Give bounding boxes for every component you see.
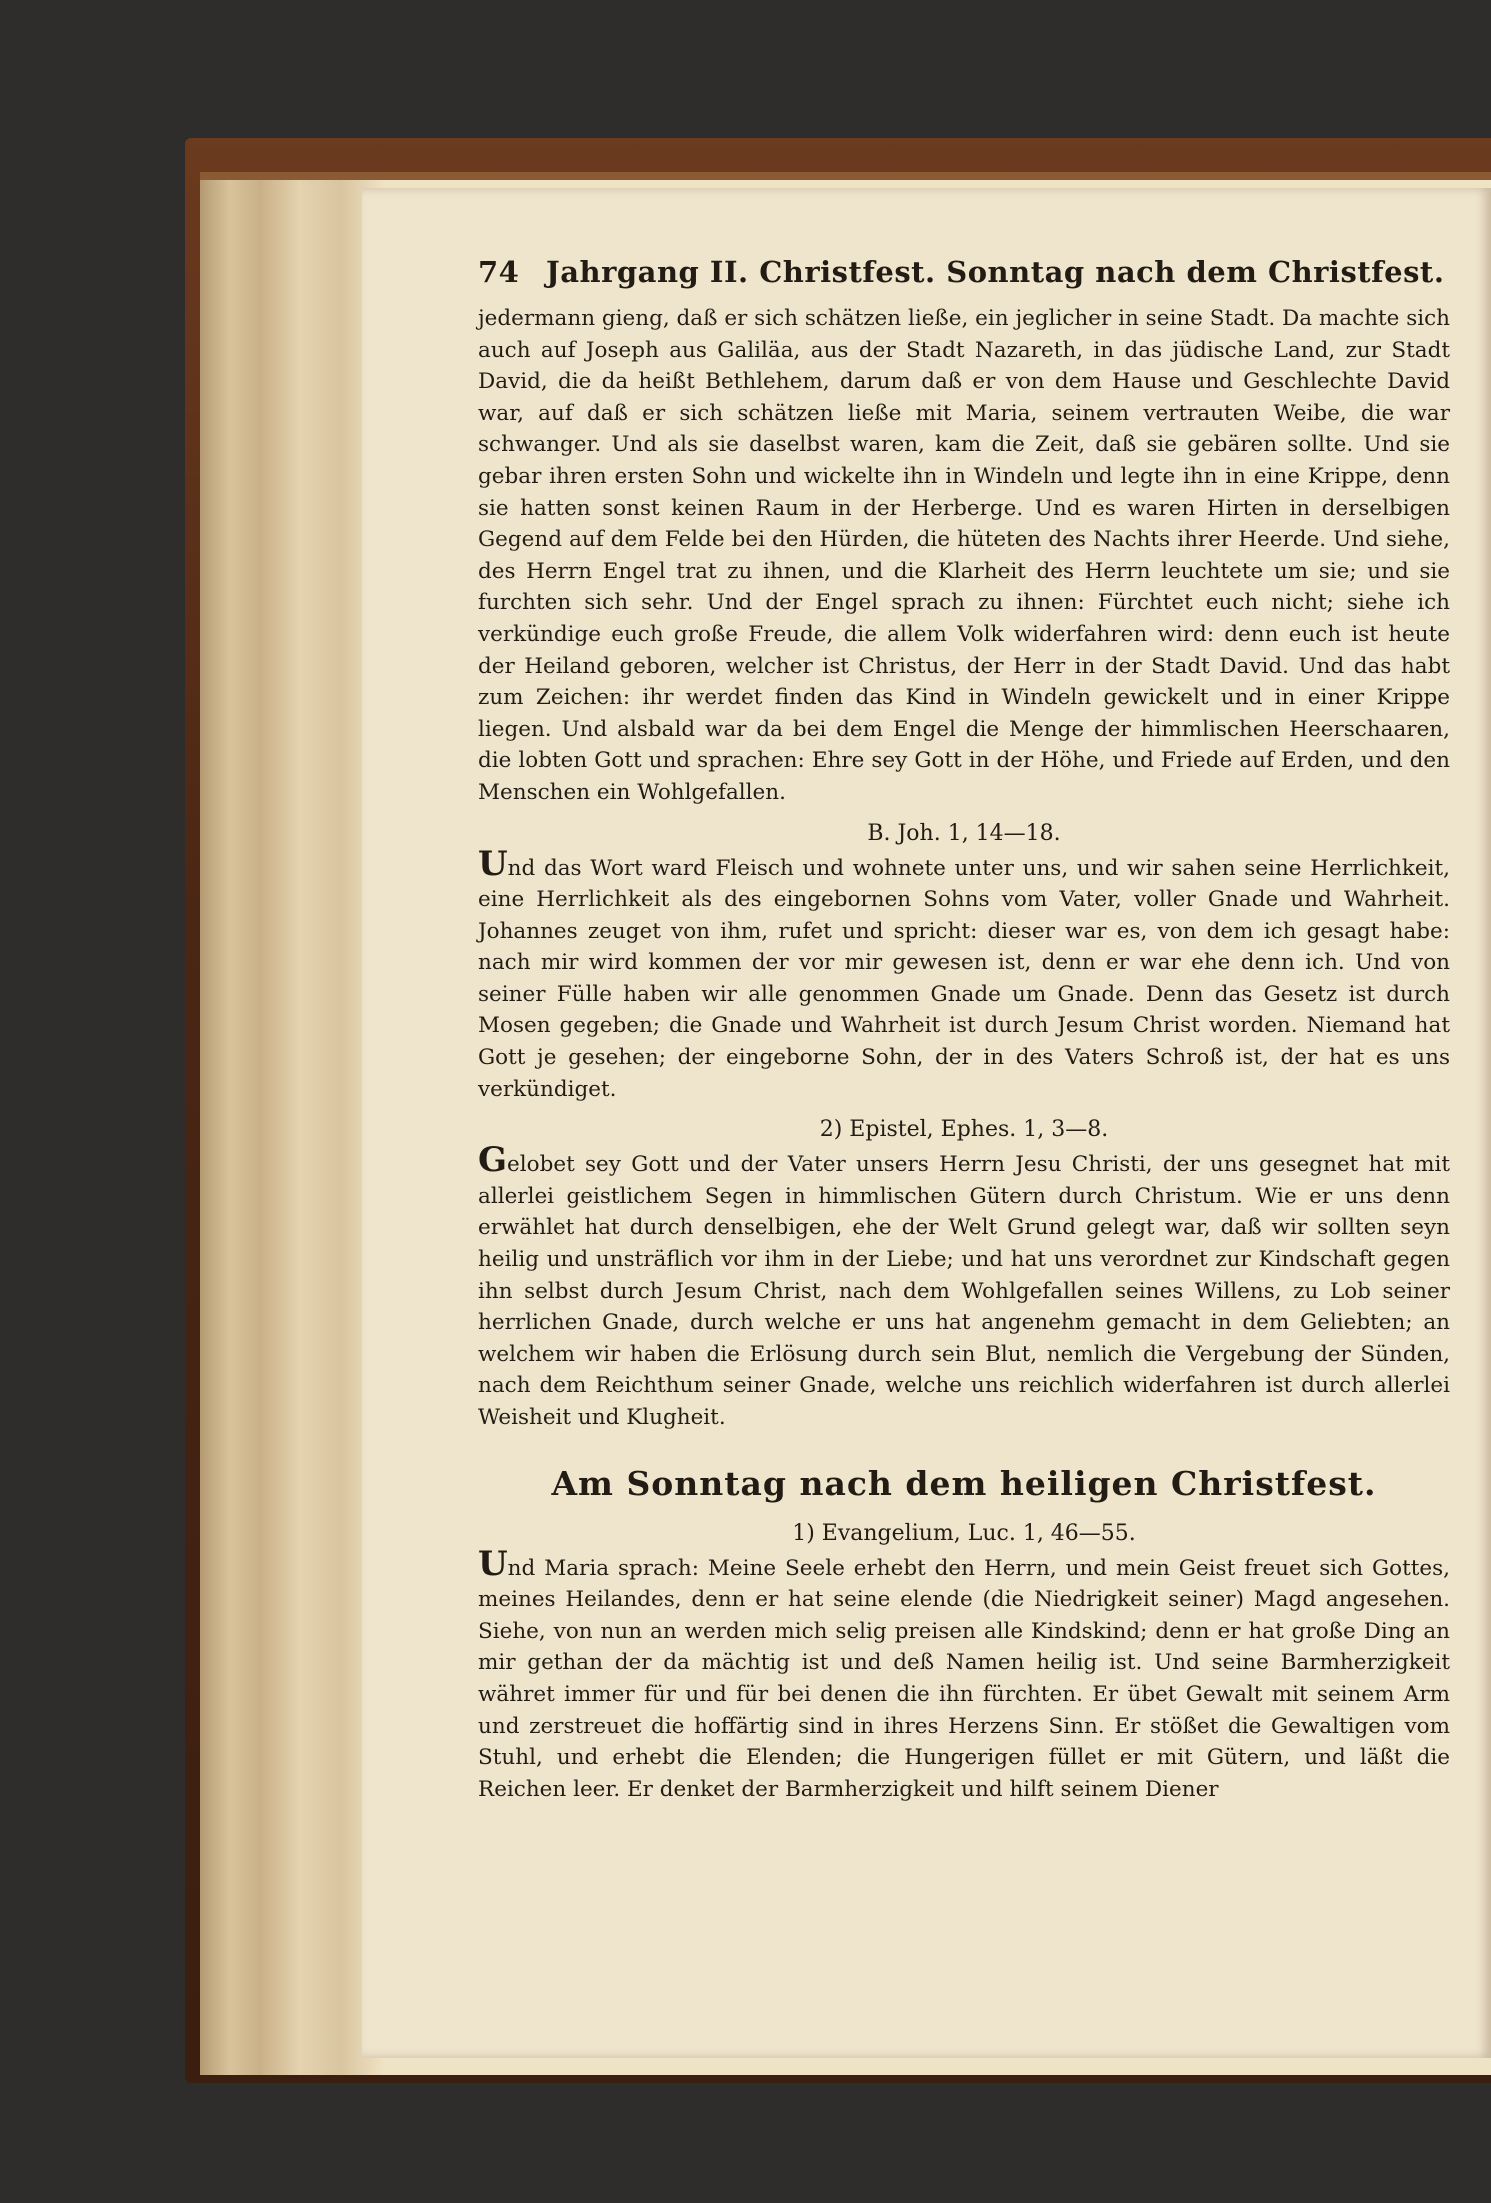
page-number: 74 — [478, 255, 520, 289]
drop-cap: U — [478, 1543, 508, 1584]
running-title: Jahrgang II. Christfest. Sonntag nach dem Christfest. — [546, 255, 1445, 289]
paragraph-text: nd Maria sprach: Meine Seele erhebt den Herrn, und mein Geist freuet sich Gottes, meines Heilandes, denn er hat seine elende (die Niedrigkeit seiner) Magd angesehen. Siehe, von nun an werden mich selig preisen alle Kindskind; denn er hat große Ding an mir gethan der da mächtig ist und deß Namen heilig ist. Und seine Barmherzigkeit währet immer für und für bei denen die ihn fürchten. Er übet Gewalt mit seinem Arm und zerstreuet die hoffärtig sind in ihres Herzens Sinn. Er stößet die Gewaltigen vom Stuhl, und erhebt die Elenden; die Hungerigen füllet er mit Gütern, und läßt die Reichen leer. Er denket der Barmherzigkeit und hilft seinem Diener — [478, 1555, 1450, 1802]
drop-cap: G — [478, 1140, 508, 1181]
paragraph-text: elobet sey Gott und der Vater unsers Herrn Jesu Christi, der uns gesegnet hat mit allerlei geistlichem Segen in himmlischen Gütern durch Christum. Wie er uns denn erwählet hat durch denselbigen, ehe der Welt Grund gelegt war, daß wir sollten seyn heilig und unsträflich vor ihm in der Liebe; und hat uns verordnet zur Kindschaft gegen ihn selbst durch Jesum Christ, nach dem Wohlgefallen seines Willens, zu Lob seiner herrlichen Gnade, durch welche er uns hat angenehm gemacht in dem Geliebten; an welchem wir haben die Erlösung durch sein Blut, nemlich die Vergebung der Sünden, nach dem Reichthum seiner Gnade, welche uns reichlich widerfahren ist durch allerlei Weisheit und Klugheit. — [478, 1152, 1450, 1430]
paragraph-luke-continuation: jedermann gieng, daß er sich schätzen ließe, ein jeglicher in seine Stadt. Da machte sich auch auf Joseph aus Galiläa, aus der Stadt Nazareth, in das jüdische Land, zur Stadt David, die da heißt Bethlehem, darum daß er von dem Hause und Geschlechte David war, auf daß er sich schätzen ließe mit Maria, seinem vertrauten Weibe, die war schwanger. Und als sie daselbst waren, kam die Zeit, daß sie gebären sollte. Und sie gebar ihren ersten Sohn und wickelte ihn in Windeln und legte ihn in eine Krippe, denn sie hatten sonst keinen Raum in der Herberge. Und es waren Hirten in derselbigen Gegend auf dem Felde bei den Hürden, die hüteten des Nachts ihrer Heerde. Und siehe, des Herrn Engel trat zu ihnen, und die Klarheit des Herrn leuchtete um sie; und sie furchten sich sehr. Und der Engel sprach zu ihnen: Fürchtet euch nicht; siehe ich verkündige euch große Freude, die allem Volk widerfahren wird: denn euch ist heute der Heiland geboren, welcher ist Christus, der Herr in der Stadt David. Und das habt zum Zeichen: ihr werdet finden das Kind in Windeln gewickelt und in einer Krippe liegen. Und alsbald war da bei dem Engel die Menge der himmlischen Heerschaaren, die lobten Gott und sprachen: Ehre sey Gott in der Höhe, und Friede auf Erden, und den Menschen ein Wohlgefallen. — [478, 306, 1450, 805]
paragraph-magnificat — [478, 1543, 1450, 1806]
page-content — [478, 255, 1450, 1805]
subheading-john: B. Joh. 1, 14—18. — [867, 820, 1061, 846]
running-header — [478, 255, 1450, 289]
paragraph-epistle — [478, 1140, 1450, 1433]
paragraph-text: nd das Wort ward Fleisch und wohnete unter uns, und wir sahen seine Herrlichkeit, eine Herrlichkeit als des eingebornen Sohns vom Vater, voller Gnade und Wahrheit. Johannes zeuget von ihm, rufet und spricht: dieser war es, von dem ich gesagt habe: nach mir wird kommen der vor mir gewesen ist, denn er war ehe denn ich. Und von seiner Fülle haben wir alle genommen Gnade um Gnade. Denn das Gesetz ist durch Mosen gegeben; die Gnade und Wahrheit ist durch Jesum Christ worden. Niemand hat Gott je gesehen; der eingeborne Sohn, der in des Vaters Schroß ist, der hat es uns verkündiget. — [478, 855, 1450, 1102]
paragraph-john — [478, 843, 1450, 1106]
subheading-epistle: 2) Epistel, Ephes. 1, 3—8. — [819, 1117, 1109, 1143]
drop-cap: U — [478, 843, 508, 884]
section-title: Am Sonntag nach dem heiligen Christfest. — [551, 1463, 1377, 1503]
subheading-gospel: 1) Evangelium, Luc. 1, 46—55. — [792, 1520, 1136, 1546]
